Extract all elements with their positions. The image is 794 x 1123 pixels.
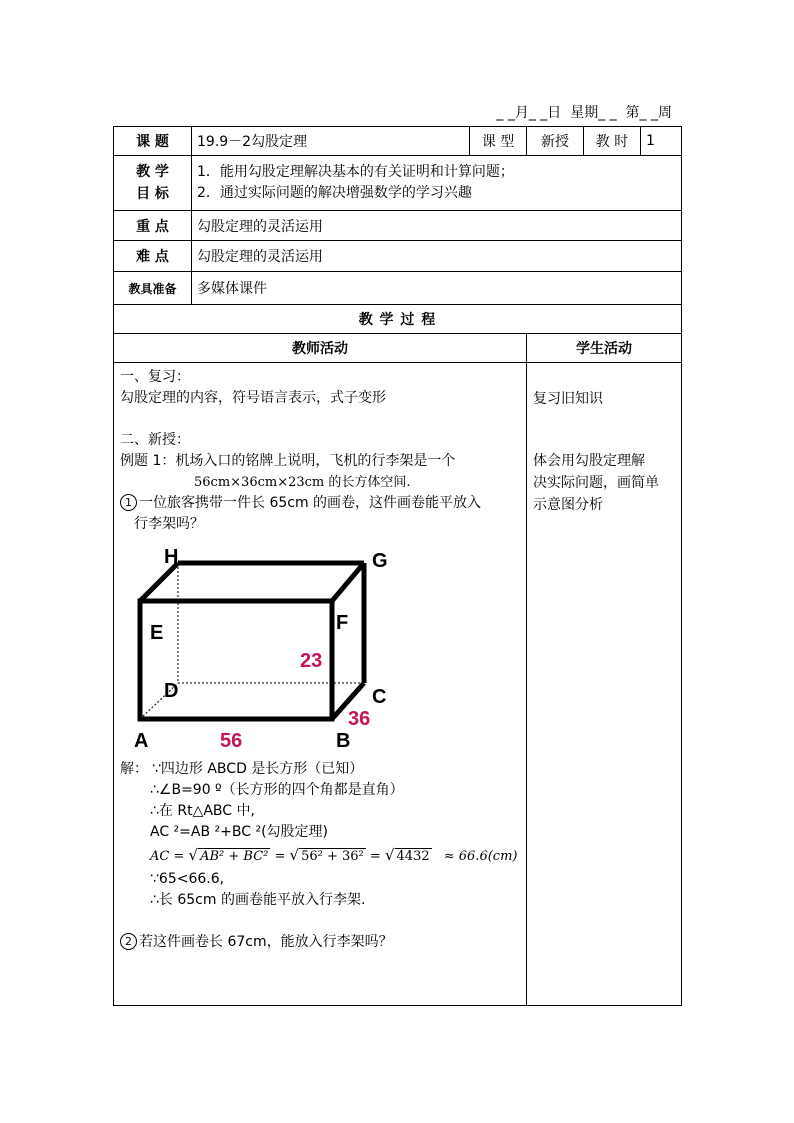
question-2-text: 若这件画卷长 67cm，能放入行李架吗？ [139,934,393,950]
formula-radicand-2: 56² + 36² [301,849,364,864]
example-line-1: 例题 1：机场入口的铭牌上说明，飞机的行李架是一个 [120,453,456,469]
topic-label: 课 题 [114,127,192,156]
student-activity-1: 复习旧知识 [533,391,603,407]
vertex-label-c: C [372,686,387,708]
vertex-label-b: B [336,730,351,752]
solution-label: 解： [120,761,148,777]
vertex-label-e: E [150,622,164,644]
student-activity-header: 学生活动 [527,334,682,363]
student-activity-2-line-3: 示意图分析 [533,497,603,513]
date-week-line: _ _月_ _日 星期_ _ 第_ _周 [496,105,672,121]
goals-label [114,156,192,211]
question-2-line [120,932,520,953]
review-title: 一、复习： [120,369,190,385]
new-lesson-title: 二、新授： [120,432,190,448]
question-1-number: 1 [120,494,137,511]
activity-body-row [114,363,682,1006]
radical-sign-1: √ [188,846,199,864]
lesson-plan-table [113,126,682,1006]
goal-2: 2．通过实际问题的解决增强数学的学习兴趣 [197,185,472,201]
tools-label: 教具准备 [114,272,192,305]
vertex-label-a: A [134,730,149,752]
difficulty-value: 勾股定理的灵活运用 [192,241,682,272]
question-2-number: 2 [120,933,137,950]
formula-eq-3: = [369,849,381,864]
radical-sign-3: √ [384,846,395,864]
teacher-activity-cell [114,363,527,1006]
tools-row [114,272,682,305]
key-point-row [114,211,682,241]
process-title: 教 学 过 程 [114,305,682,334]
solution-step-6: ∵65<66.6, [150,871,225,887]
example-line-2: 56cm×36cm×23cm 的长方体空间. [194,475,411,490]
key-point-value: 勾股定理的灵活运用 [192,211,682,241]
formula-radicand-1: AB² + BC² [200,849,269,864]
solution-formula [120,843,520,869]
difficulty-row [114,241,682,272]
goals-label-line-1: 教 学 [136,164,169,180]
student-activity-2-line-1: 体会用勾股定理解 [533,453,645,469]
process-title-row [114,305,682,334]
length-label-depth: 36 [348,708,371,730]
formula-eq-2: = [274,849,286,864]
vertex-label-d: D [164,680,179,702]
vertex-label-f: F [336,612,349,634]
edge-fg [332,563,364,601]
solution-step-2: ∴∠B=90 º（长方形的四个角都是直角） [150,782,404,798]
formula-eq-1: = [173,849,185,864]
length-label-height: 23 [300,650,323,672]
question-1-text: 一位旅客携带一件长 65cm 的画卷，这件画卷能平放入 [139,495,482,511]
question-1-line-2: 行李架吗？ [134,516,204,532]
vertex-label-g: G [372,550,388,572]
student-activity-2-line-2: 决实际问题，画简单 [533,475,659,491]
tools-value: 多媒体课件 [192,272,682,305]
topic-row [114,127,682,156]
solution-step-1: ∵四边形 ABCD 是长方形（已知） [152,761,364,777]
type-label: 课 型 [470,127,527,156]
difficulty-label: 难 点 [114,241,192,272]
length-label-width: 56 [220,730,243,752]
formula-lhs: AC [150,849,170,864]
goals-row [114,156,682,211]
solution-step-3: ∴在 Rt△ABC 中, [150,803,255,819]
student-activity-cell [527,363,682,1006]
formula-approx: ≈ 66.6(cm) [443,849,518,864]
vertex-label-h: H [164,549,179,568]
edge-eh [140,563,178,601]
key-point-label: 重 点 [114,211,192,241]
solution-step-7: ∴长 65cm 的画卷能平放入行李架. [150,892,366,908]
radical-sign-2: √ [289,846,300,864]
solution-line-1 [120,759,520,780]
activity-header-row [114,334,682,363]
goal-1: 1．能用勾股定理解决基本的有关证明和计算问题； [197,164,514,180]
goals-label-line-2: 目 标 [136,186,169,202]
hours-label: 教 时 [584,127,641,156]
formula-radicand-3: 4432 [396,849,430,864]
question-1-line-1 [120,493,520,514]
review-body: 勾股定理的内容，符号语言表示，式子变形 [120,390,386,406]
hours-value: 1 [641,127,682,156]
topic-value: 19.9－2勾股定理 [192,127,470,156]
type-value: 新授 [527,127,584,156]
solution-step-4: AC ²=AB ²+BC ²(勾股定理) [150,824,328,840]
goals-value [192,156,682,211]
cuboid-diagram [124,549,404,759]
teacher-activity-header: 教师活动 [114,334,527,363]
